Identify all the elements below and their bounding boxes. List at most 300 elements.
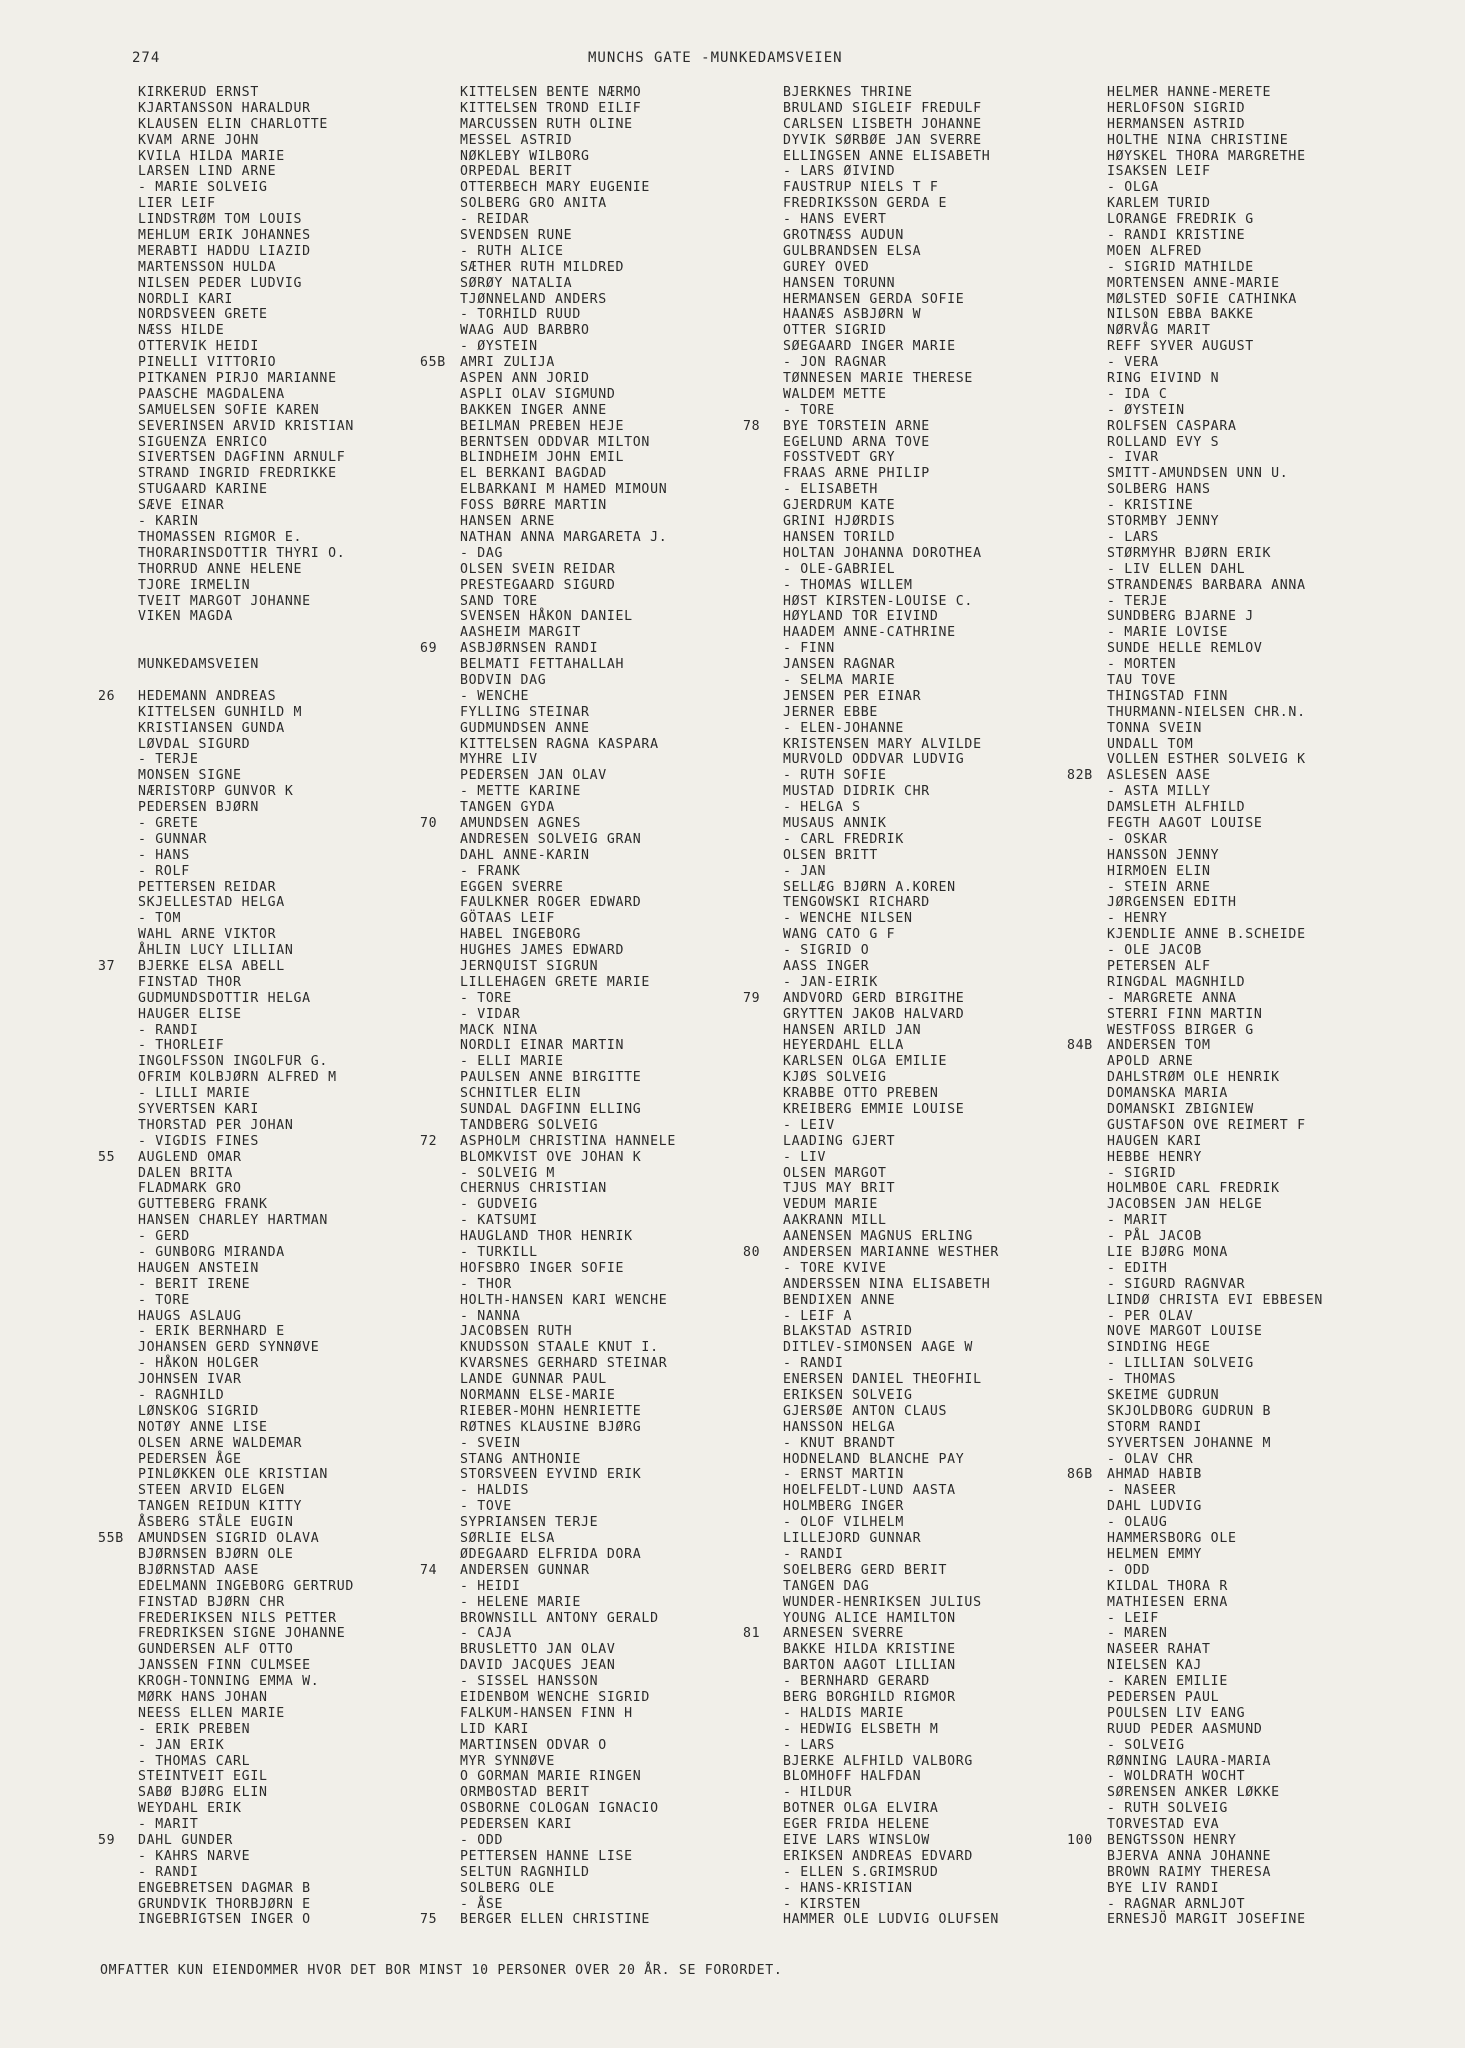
directory-entry: [783, 1579, 999, 1595]
resident-name: SEVERINSEN ARVID KRISTIAN: [138, 418, 354, 434]
directory-entry: [138, 1547, 354, 1563]
house-number: 26: [98, 688, 116, 704]
resident-name: PINELLI VITTORIO: [138, 355, 277, 371]
directory-entry: [1107, 339, 1323, 355]
directory-entry: [98, 688, 354, 705]
resident-name: AANENSEN MAGNUS ERLING: [783, 1229, 974, 1245]
resident-name: GUDMUNDSDOTTIR HELGA: [138, 990, 311, 1006]
directory-entry: [1107, 1118, 1323, 1134]
directory-entry: [1107, 1706, 1323, 1722]
resident-name: - THOR: [460, 1276, 512, 1292]
directory-entry: [1107, 1499, 1323, 1515]
directory-entry: [783, 816, 999, 832]
resident-name: - REIDAR: [460, 212, 530, 228]
directory-entry: [460, 737, 676, 753]
resident-name: PETERSEN ALF: [1107, 958, 1211, 974]
resident-name: GRINI HJØRDIS: [783, 514, 896, 530]
directory-entry: [783, 1388, 999, 1404]
resident-name: - RUTH SOLVEIG: [1107, 1801, 1228, 1817]
resident-name: BARTON AAGOT LILLIAN: [783, 1658, 956, 1674]
resident-name: LIER LEIF: [138, 196, 216, 212]
resident-name: FYLLING STEINAR: [460, 704, 590, 720]
directory-entry: [783, 721, 999, 737]
resident-name: - OLGA: [1107, 180, 1159, 196]
resident-name: HOLMBERG INGER: [783, 1499, 904, 1515]
directory-entry: [783, 260, 999, 276]
directory-entry: [783, 1642, 999, 1658]
directory-entry: [1107, 196, 1323, 212]
directory-entry: [138, 85, 354, 101]
resident-name: STØRMYHR BJØRN ERIK: [1107, 545, 1272, 561]
directory-entry: [98, 1531, 354, 1547]
directory-entry: [783, 466, 999, 482]
directory-entry: [1067, 1038, 1323, 1054]
directory-entry: [138, 419, 354, 435]
resident-name: UNDALL TOM: [1107, 736, 1194, 752]
resident-name: SINDING HEGE: [1107, 1340, 1211, 1356]
directory-entry: [138, 784, 354, 800]
resident-name: FREDRIKSSON GERDA E: [783, 196, 948, 212]
resident-name: GUNDERSEN ALF OTTO: [138, 1642, 294, 1658]
directory-entry: [1107, 895, 1323, 911]
resident-name: LØVDAL SIGURD: [138, 736, 251, 752]
resident-name: NOTØY ANNE LISE: [138, 1419, 268, 1435]
house-number: 55B: [98, 1531, 124, 1547]
page-number: 274: [132, 50, 161, 66]
resident-name: - PER OLAV: [1107, 1308, 1194, 1324]
resident-name: HUGHES JAMES EDWARD: [460, 943, 625, 959]
directory-entry: [138, 673, 354, 689]
directory-entry: [783, 149, 999, 165]
house-number: 80: [743, 1245, 761, 1261]
directory-entry: [783, 1054, 999, 1070]
directory-entry: [783, 1769, 999, 1785]
resident-name: SUNDBERG BJARNE J: [1107, 609, 1254, 625]
directory-entry: [783, 943, 999, 959]
resident-name: - LARS ØIVIND: [783, 164, 896, 180]
directory-entry: [783, 641, 999, 657]
resident-name: TJUS MAY BRIT: [783, 1181, 896, 1197]
resident-name: PEDERSEN KARI: [460, 1817, 573, 1833]
directory-entry: [460, 482, 676, 498]
directory-entry: [138, 1324, 354, 1340]
directory-entry: [783, 1324, 999, 1340]
resident-name: KREIBERG EMMIE LOUISE: [783, 1102, 965, 1117]
directory-entry: [460, 657, 676, 673]
directory-entry: [138, 657, 354, 673]
directory-entry: [460, 673, 676, 689]
resident-name: - RANDI: [783, 1546, 844, 1562]
directory-entry: [783, 848, 999, 864]
directory-entry: [460, 228, 676, 244]
resident-name: - JAN: [783, 863, 827, 879]
resident-name: HEYERDAHL ELLA: [783, 1038, 904, 1054]
resident-name: SÆVE EINAR: [138, 498, 225, 514]
resident-name: EGER FRIDA HELENE: [783, 1817, 930, 1833]
resident-name: JØRGENSEN EDITH: [1107, 895, 1237, 911]
resident-name: AAKRANN MILL: [783, 1213, 887, 1229]
directory-entry: [1107, 1515, 1323, 1531]
resident-name: KRISTENSEN MARY ALVILDE: [783, 736, 982, 752]
resident-name: - VERA: [1107, 355, 1159, 371]
directory-entry: [1107, 1579, 1323, 1595]
resident-name: MACK NINA: [460, 1022, 538, 1038]
directory-entry: [420, 815, 676, 832]
resident-name: SAMUELSEN SOFIE KAREN: [138, 402, 320, 418]
resident-name: GUREY OVED: [783, 259, 870, 275]
resident-name: BODVIN DAG: [460, 672, 547, 688]
resident-name: EDELMANN INGEBORG GERTRUD: [138, 1578, 354, 1594]
resident-name: PETTERSEN HANNE LISE: [460, 1848, 633, 1864]
resident-name: AUGLEND OMAR: [138, 1149, 242, 1165]
resident-name: KJØS SOLVEIG: [783, 1070, 887, 1086]
resident-name: - OLE-GABRIEL: [783, 561, 896, 577]
directory-entry: [460, 419, 676, 435]
resident-name: KRABBE OTTO PREBEN: [783, 1086, 939, 1102]
resident-name: - THOMAS CARL: [138, 1753, 251, 1769]
resident-name: KLAUSEN ELIN CHARLOTTE: [138, 116, 329, 132]
resident-name: BENDIXEN ANNE: [783, 1292, 896, 1308]
resident-name: - TORE: [138, 1292, 190, 1308]
resident-name: OSBORNE COLOGAN IGNACIO: [460, 1801, 659, 1817]
directory-entry: [1107, 1404, 1323, 1420]
directory-entry: [1107, 1547, 1323, 1563]
directory-entry: [460, 292, 676, 308]
directory-entry: [783, 1404, 999, 1420]
resident-name: THINGSTAD FINN: [1107, 688, 1228, 704]
directory-entry: [1107, 1356, 1323, 1372]
directory-entry: [1107, 149, 1323, 165]
directory-entry: [1107, 911, 1323, 927]
directory-entry: [460, 546, 676, 562]
directory-entry: [1107, 244, 1323, 260]
resident-name: NORDSVEEN GRETE: [138, 307, 268, 323]
resident-name: ENGEBRETSEN DAGMAR B: [138, 1880, 311, 1896]
resident-name: ANDERSEN MARIANNE WESTHER: [783, 1245, 999, 1261]
directory-entry: [783, 1833, 999, 1849]
directory-entry: [1107, 737, 1323, 753]
house-number: 100: [1067, 1832, 1093, 1848]
resident-name: DOMANSKA MARIA: [1107, 1086, 1228, 1102]
resident-name: BJERKE ELSA ABELL: [138, 958, 285, 974]
directory-entry: [783, 514, 999, 530]
directory-entry: [1107, 1054, 1323, 1070]
resident-name: ÅHLIN LUCY LILLIAN: [138, 943, 294, 959]
resident-name: MUSTAD DIDRIK CHR: [783, 784, 930, 800]
resident-name: BLAKSTAD ASTRID: [783, 1324, 913, 1340]
resident-name: ELBARKANI M HAMED MIMOUN: [460, 482, 668, 498]
directory-entry: [743, 990, 999, 1007]
directory-entry: [98, 958, 354, 975]
directory-entry: [783, 1086, 999, 1102]
resident-name: STORM RANDI: [1107, 1419, 1203, 1435]
resident-name: KVILA HILDA MARIE: [138, 148, 285, 164]
directory-entry: [783, 1356, 999, 1372]
resident-name: GJERDRUM KATE: [783, 498, 896, 514]
resident-name: MARTENSSON HULDA: [138, 259, 277, 275]
directory-entry: [138, 482, 354, 498]
directory-entry: [460, 212, 676, 228]
resident-name: ASPEN ANN JORID: [460, 371, 590, 387]
resident-name: FOSSTVEDT GRY: [783, 450, 896, 466]
resident-name: HEDEMANN ANDREAS: [138, 688, 277, 704]
directory-entry: [138, 1849, 354, 1865]
resident-name: FREDRIKSEN SIGNE JOHANNE: [138, 1626, 346, 1642]
directory-entry: [1107, 514, 1323, 530]
resident-name: HØYLAND TOR EIVIND: [783, 609, 939, 625]
directory-entry: [783, 450, 999, 466]
directory-entry: [138, 768, 354, 784]
directory-entry: [1107, 1611, 1323, 1627]
directory-entry: [138, 1420, 354, 1436]
directory-entry: [138, 1865, 354, 1881]
resident-name: - ØYSTEIN: [460, 339, 538, 355]
house-number: 72: [420, 1133, 438, 1149]
resident-name: HIRMOEN ELIN: [1107, 863, 1211, 879]
directory-entry: [138, 594, 354, 610]
directory-entry: [460, 1277, 676, 1293]
directory-entry: [783, 625, 999, 641]
resident-name: - RANDI KRISTINE: [1107, 228, 1246, 244]
directory-entry: [138, 355, 354, 371]
resident-name: - LEIV: [783, 1117, 835, 1133]
resident-name: SØEGAARD INGER MARIE: [783, 339, 956, 355]
directory-entry: [420, 355, 676, 371]
directory-entry: [743, 1626, 999, 1642]
resident-name: - GERD: [138, 1229, 190, 1245]
resident-name: - ODD: [460, 1832, 504, 1848]
directory-entry: [98, 1832, 354, 1849]
directory-entry: [1107, 1897, 1323, 1913]
resident-name: - WOLDRATH WOCHT: [1107, 1769, 1246, 1785]
resident-name: HOLTHE NINA CHRISTINE: [1107, 132, 1289, 148]
directory-entry: [460, 895, 676, 911]
directory-entry: [1107, 435, 1323, 451]
resident-name: KVAM ARNE JOHN: [138, 132, 259, 148]
resident-name: HAMMER OLE LUDVIG OLUFSEN: [783, 1912, 999, 1928]
resident-name: TORVESTAD EVA: [1107, 1817, 1220, 1833]
resident-name: BJERVA ANNA JOHANNE: [1107, 1848, 1272, 1864]
directory-entry: [138, 1595, 354, 1611]
directory-entry: [1107, 371, 1323, 387]
resident-name: SKJOLDBORG GUDRUN B: [1107, 1403, 1272, 1419]
resident-name: HOFSBRO INGER SOFIE: [460, 1260, 625, 1276]
resident-name: SOLBERG GRO ANITA: [460, 196, 607, 212]
directory-entry: [783, 323, 999, 339]
resident-name: PETTERSEN REIDAR: [138, 879, 277, 895]
resident-name: NØRVÅG MARIT: [1107, 323, 1211, 339]
resident-name: SUNDAL DAGFINN ELLING: [460, 1102, 642, 1117]
directory-entry: [1107, 1865, 1323, 1881]
resident-name: EL BERKANI BAGDAD: [460, 466, 607, 482]
directory-entry: [138, 1229, 354, 1245]
resident-name: - LILLIAN SOLVEIG: [1107, 1356, 1254, 1372]
directory-entry: [138, 450, 354, 466]
directory-entry: [460, 1166, 676, 1182]
directory-entry: [783, 927, 999, 943]
directory-entry: [1107, 1436, 1323, 1452]
resident-name: - HALDIS: [460, 1483, 530, 1499]
directory-entry: [783, 1229, 999, 1245]
resident-name: BRULAND SIGLEIF FREDULF: [783, 100, 982, 116]
resident-name: HELMEN EMMY: [1107, 1546, 1203, 1562]
resident-name: CHERNUS CHRISTIAN: [460, 1181, 607, 1197]
resident-name: - RUTH ALICE: [460, 243, 564, 259]
resident-name: - JAN ERIK: [138, 1737, 225, 1753]
directory-entry: [138, 1038, 354, 1054]
directory-entry: [1107, 848, 1323, 864]
directory-entry: [783, 895, 999, 911]
directory-entry: [138, 1706, 354, 1722]
resident-name: MARTINSEN ODVAR O: [460, 1737, 607, 1753]
resident-name: - PÅL JACOB: [1107, 1229, 1203, 1245]
directory-entry: [1107, 1690, 1323, 1706]
resident-name: NÆRISTORP GUNVOR K: [138, 784, 294, 800]
directory-entry: [460, 133, 676, 149]
directory-entry: [138, 1499, 354, 1515]
resident-name: LILLEHAGEN GRETE MARIE: [460, 974, 651, 990]
resident-name: SOELBERG GERD BERIT: [783, 1562, 948, 1578]
resident-name: THOMASSEN RIGMOR E.: [138, 529, 303, 545]
directory-entry: [1107, 1166, 1323, 1182]
resident-name: - LEIF: [1107, 1610, 1159, 1626]
directory-entry: [783, 1213, 999, 1229]
resident-name: - RANDI: [783, 1356, 844, 1372]
directory-entry: [783, 228, 999, 244]
resident-name: - WENCHE: [460, 688, 530, 704]
directory-entry: [460, 1324, 676, 1340]
directory-entry: [138, 1483, 354, 1499]
resident-name: ASLESEN AASE: [1107, 768, 1211, 784]
resident-name: HANSSON JENNY: [1107, 847, 1220, 863]
resident-name: WAAG AUD BARBRO: [460, 323, 590, 339]
resident-name: LØNSKOG SIGRID: [138, 1403, 259, 1419]
resident-name: SMITT-AMUNDSEN UNN U.: [1107, 466, 1289, 482]
resident-name: AHMAD HABIB: [1107, 1467, 1203, 1483]
resident-name: SOLBERG HANS: [1107, 482, 1211, 498]
resident-name: - WENCHE NILSEN: [783, 911, 913, 927]
resident-name: POULSEN LIV EANG: [1107, 1705, 1246, 1721]
resident-name: - MARIT: [138, 1817, 199, 1833]
directory-entry: [460, 1531, 676, 1547]
resident-name: MURVOLD ODDVAR LUDVIG: [783, 752, 965, 768]
resident-name: - TOM: [138, 911, 182, 927]
directory-entry: [460, 1070, 676, 1086]
directory-entry: [1067, 1467, 1323, 1483]
resident-name: DAHL LUDVIG: [1107, 1499, 1203, 1515]
house-number: 70: [420, 815, 438, 831]
directory-entry: [783, 1817, 999, 1833]
directory-entry: [138, 164, 354, 180]
resident-name: MUSAUS ANNIK: [783, 815, 887, 831]
resident-name: - ROLF: [138, 863, 190, 879]
directory-entry: [460, 435, 676, 451]
house-number: 86B: [1067, 1467, 1093, 1483]
house-number: 82B: [1067, 768, 1093, 784]
directory-entry: [138, 1579, 354, 1595]
directory-entry: [138, 339, 354, 355]
resident-name: KITTELSEN GUNHILD M: [138, 704, 303, 720]
resident-name: - LIV: [783, 1149, 827, 1165]
directory-entry: [783, 911, 999, 927]
resident-name: PAULSEN ANNE BIRGITTE: [460, 1070, 642, 1086]
resident-name: - KAHRS NARVE: [138, 1848, 251, 1864]
directory-entry: [138, 1293, 354, 1309]
directory-entry: [1107, 1595, 1323, 1611]
resident-name: - HEDWIG ELSBETH M: [783, 1721, 939, 1737]
resident-name: WALDEM METTE: [783, 386, 887, 402]
resident-name: EGGEN SVERRE: [460, 879, 564, 895]
directory-entry: [138, 1785, 354, 1801]
directory-entry: [783, 1467, 999, 1483]
house-number: 84B: [1067, 1038, 1093, 1054]
directory-entry: [783, 1499, 999, 1515]
directory-entry: [138, 1674, 354, 1690]
directory-entry: [1107, 1388, 1323, 1404]
directory-entry: [783, 1372, 999, 1388]
resident-name: MØLSTED SOFIE CATHINKA: [1107, 291, 1298, 307]
resident-name: JERNER EBBE: [783, 704, 879, 720]
directory-entry: [783, 1515, 999, 1531]
resident-name: SØRENSEN ANKER LØKKE: [1107, 1785, 1280, 1801]
directory-entry: [138, 578, 354, 594]
resident-name: MERABTI HADDU LIAZID: [138, 243, 311, 259]
resident-name: - ERIK BERNHARD E: [138, 1324, 285, 1340]
resident-name: EIVE LARS WINSLOW: [783, 1832, 930, 1848]
resident-name: - IVAR: [1107, 450, 1159, 466]
directory-entry: [460, 943, 676, 959]
resident-name: NORDLI KARI: [138, 291, 234, 307]
page-title: MUNCHS GATE -MUNKEDAMSVEIEN: [588, 50, 843, 66]
resident-name: - TERJE: [1107, 593, 1168, 609]
resident-name: ASBJØRNSEN RANDI: [460, 641, 599, 657]
directory-entry: [1107, 705, 1323, 721]
directory-column: [743, 85, 999, 1928]
directory-entry: [460, 1865, 676, 1881]
directory-entry: [1107, 355, 1323, 371]
directory-entry: [783, 387, 999, 403]
resident-name: - ERIK PREBEN: [138, 1721, 251, 1737]
resident-name: SELTUN RAGNHILD: [460, 1864, 590, 1880]
directory-entry: [1107, 212, 1323, 228]
resident-name: - THOMAS WILLEM: [783, 577, 913, 593]
resident-name: HØST KIRSTEN-LOUISE C.: [783, 593, 974, 609]
directory-entry: [460, 1547, 676, 1563]
resident-name: HOELFELDT-LUND AASTA: [783, 1483, 956, 1499]
directory-entry: [1107, 85, 1323, 101]
resident-name: STERRI FINN MARTIN: [1107, 1006, 1263, 1022]
resident-name: - HÅKON HOLGER: [138, 1356, 259, 1372]
resident-name: NOVE MARGOT LOUISE: [1107, 1324, 1263, 1340]
resident-name: - JON RAGNAR: [783, 355, 887, 371]
directory-entry: [138, 1722, 354, 1738]
directory-entry: [460, 1579, 676, 1595]
directory-entry: [138, 1118, 354, 1134]
directory-entry: [783, 959, 999, 975]
resident-name: ORMBOSTAD BERIT: [460, 1785, 590, 1801]
directory-entry: [460, 164, 676, 180]
directory-entry: [138, 1181, 354, 1197]
directory-entry: [138, 1070, 354, 1086]
resident-name: OLSEN BRITT: [783, 847, 879, 863]
resident-name: - FRANK: [460, 863, 521, 879]
directory-entry: [1107, 1324, 1323, 1340]
directory-entry: [460, 864, 676, 880]
directory-entry: [460, 1356, 676, 1372]
resident-name: OLSEN SVEIN REIDAR: [460, 561, 616, 577]
directory-entry: [783, 1007, 999, 1023]
directory-entry: [783, 1150, 999, 1166]
